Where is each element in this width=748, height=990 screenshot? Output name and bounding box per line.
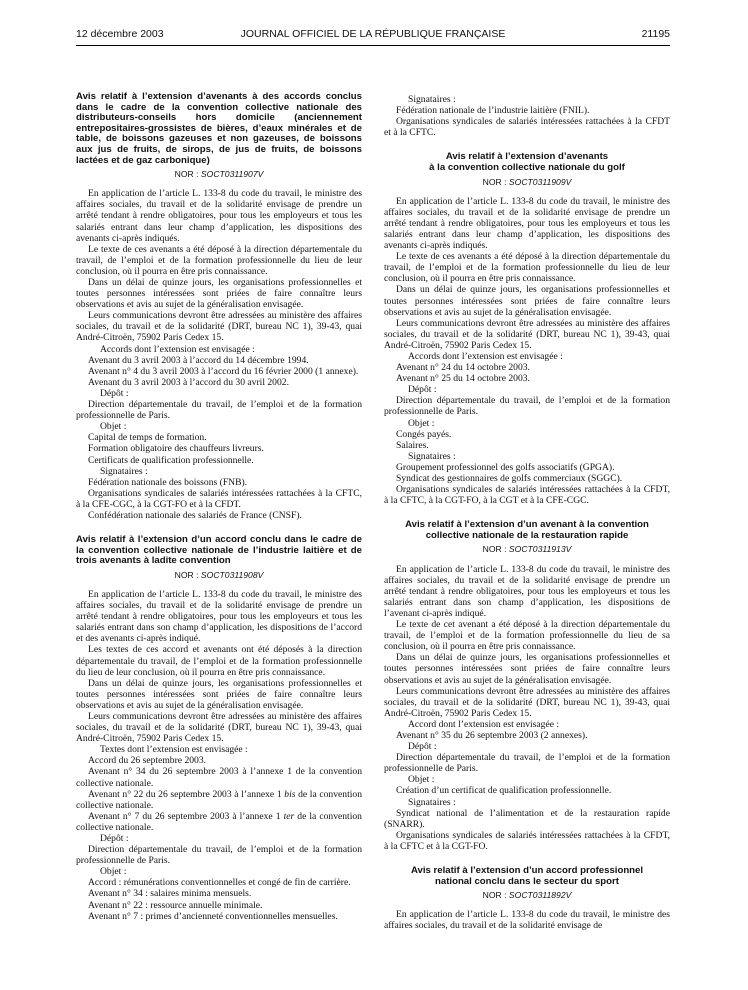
section-label: Signataires :: [408, 94, 456, 105]
section-label: Dépôt :: [408, 384, 437, 396]
list-item: Organisations syndicales de salariés intéressées rattachées à la CFDT et à la CFTC.: [384, 116, 670, 139]
list-item: Capital de temps de formation.: [88, 432, 207, 444]
paragraph: Le texte de cet avenant a été déposé à la direction départementale du travail, de l’emploi et de la formation professionnelle du lieu de sa conclusion, où il pourra en être pris connaissance.: [384, 619, 670, 653]
paragraph: Direction départementale du travail, de l’emploi et de la formation professionnelle de Paris.: [384, 395, 670, 418]
header-journal-title: JOURNAL OFFICIEL DE LA RÉPUBLIQUE FRANÇAISE: [240, 28, 506, 40]
paragraph: Le texte de ces avenants a été déposé à la direction départementale du travail, de l’emploi et de la formation professionnelle du lieu de leur conclusion, où il pourra en être pris connaissance.: [76, 243, 362, 277]
text-part: de la convention collective nationale.: [76, 788, 362, 811]
text-part: Avenant n° 22 du 26 septembre 2003 à l’annexe 1: [88, 788, 282, 800]
list-item: Avenant du 3 avril 2003 à l’accord du 30 avril 2002.: [88, 376, 289, 388]
paragraph: Leurs communications devront être adressées au ministère des affaires sociales, du travail et de la solidarité (DRT, bureau NC 1), 39-43, quai André-Citroën, 75902 Paris Cedex 15.: [76, 310, 362, 344]
list-item: [76, 789, 362, 811]
paragraph: Le texte de ces avenants a été déposé à la direction départementale du travail, de l’emploi et de la formation professionnelle du lieu de leur conclusion, où il pourra en être pris connaissance.: [384, 251, 670, 285]
section-label: Objet :: [100, 421, 127, 433]
list-item: Avenant n° 34 : salaires minima mensuels.: [88, 888, 252, 900]
text-part: de la convention collective nationale.: [76, 810, 362, 833]
nor-label: NOR :: [482, 544, 507, 555]
title-line: à la convention collective nationale du golf: [429, 161, 625, 173]
list-item: Création d’un certificat de qualification professionnelle.: [396, 785, 612, 797]
list-item: Confédération nationale des salariés de France (CNSF).: [88, 509, 302, 521]
nor-label: NOR :: [174, 569, 199, 580]
nor-reference: [384, 544, 670, 555]
left-column: [76, 92, 362, 922]
nor-label: NOR :: [482, 890, 507, 901]
nor-code: SOCT0311913V: [508, 544, 572, 555]
text-italic: ter: [283, 810, 295, 822]
list-item: Avenant n° 35 du 26 septembre 2003 (2 annexes).: [396, 729, 588, 741]
section-label: Dépôt :: [100, 833, 129, 844]
paragraph: En application de l’article L. 133-8 du code du travail, le ministre des affaires sociales, du travail et de la solidarité envisage de prendre un arrêté tendant à rendre obligatoires, pour tous les employeurs et tous les salariés entrant dans son champ d’application, les dispositions de l’avenant ci-après indiqué.: [384, 563, 670, 619]
list-item: Accord : rémunérations conventionnelles et congé de fin de carrière.: [88, 877, 351, 889]
nor-reference: [76, 570, 362, 581]
nor-reference: [384, 890, 670, 901]
section-label: Signataires :: [408, 796, 456, 808]
list-item: Salaires.: [396, 439, 429, 451]
list-item: Avenant du 3 avril 2003 à l’accord du 14 décembre 1994.: [88, 354, 309, 366]
section-label: Accords dont l’extension est envisagée :: [408, 350, 563, 362]
header-rule: [76, 45, 670, 46]
paragraph: Leurs communications devront être adressées au ministère des affaires sociales, du travail et de la solidarité (DRT, bureau NC 1), 39-43, quai André-Citroën, 75902 Paris Cedex 15.: [76, 710, 362, 745]
title-line: Avis relatif à l’extension d’un accord professionnel: [410, 865, 644, 876]
paragraph: Dans un délai de quinze jours, les organisations professionnelles et toutes personnes intéressées sont priées de faire connaître leurs observations et avis au sujet de la généralisation envisagée.: [384, 284, 670, 318]
list-item: Groupement professionnel des golfs associatifs (GPGA).: [396, 461, 615, 473]
section-label: Signataires :: [100, 465, 148, 477]
section-label: Objet :: [408, 774, 435, 786]
header-date: 12 décembre 2003: [76, 28, 164, 40]
title-line: Avis relatif à l’extension d’avenants: [445, 151, 609, 163]
list-item: Certificats de qualification professionnelle.: [88, 454, 254, 466]
list-item: Avenant n° 24 du 14 octobre 2003.: [396, 362, 530, 374]
nor-label: NOR :: [174, 169, 199, 180]
section-gap: [384, 852, 670, 866]
paragraph: Leurs communications devront être adressées au ministère des affaires sociales, du travail et de la solidarité (DRT, bureau NC 1), 39-43, quai André-Citroën, 75902 Paris Cedex 15.: [384, 317, 670, 351]
nor-code: SOCT0311892V: [508, 890, 572, 901]
section-label: Dépôt :: [408, 741, 437, 753]
section-label: Textes dont l’extension est envisagée :: [100, 744, 248, 756]
paragraph: Direction départementale du travail, de l’emploi et de la formation professionnelle de Paris.: [76, 844, 362, 867]
list-item: Organisations syndicales de salariés intéressées rattachées à la CFDT, à la CFTC et à la CGT-FO.: [384, 829, 670, 852]
list-item: Organisations syndicales de salariés intéressées rattachées à la CFTC, à la CFE-CGC, à la CGT-FO et à la CFDT.: [76, 487, 362, 510]
paragraph: Dans un délai de quinze jours, les organisations professionnelles et toutes personnes intéressées sont priées de faire connaître leurs observations et avis au sujet de la généralisation envisagée.: [76, 277, 362, 311]
paragraph: Dans un délai de quinze jours, les organisations professionnelles et toutes personnes intéressées sont priées de faire connaître leurs observations et avis au sujet de la généralisation envisagée.: [76, 677, 362, 711]
list-item: Organisations syndicales de salariés intéressées rattachées à la CFDT, à la CFTC, à la CGT-FO, à la CGT et à la CFE-CGC.: [384, 484, 670, 507]
title-line: Avis relatif à l’extension d’un avenant à la convention: [405, 519, 649, 531]
paragraph: Direction départementale du travail, de l’emploi et de la formation professionnelle de Paris.: [384, 752, 670, 775]
section-label: Dépôt :: [100, 387, 129, 399]
section-gap: [384, 506, 670, 520]
notice-title: [384, 152, 670, 173]
list-item: Avenant n° 7 : primes d’ancienneté conventionnelles mensuelles.: [88, 910, 338, 922]
paragraph: Leurs communications devront être adressées au ministère des affaires sociales, du travail et de la solidarité (DRT, bureau NC 1), 39-43, quai André-Citroën, 75902 Paris Cedex 15.: [384, 685, 670, 719]
section-label: Signataires :: [408, 450, 456, 462]
notice-title: Avis relatif à l’extension d’avenants à des accords conclus dans le cadre de la convention collective nationale des distributeurs-conseils hors domicile (anciennement entrepositaires-grossistes de bières, d’eaux minérales et de table, de boissons gazeuses et non gazeuses, de boissons aux jus de fruits, de sirops, de jus de fruits, de boissons lactées et de gaz carbonique): [76, 91, 362, 166]
nor-label: NOR :: [482, 176, 507, 187]
page-header: [76, 28, 670, 44]
list-item: Avenant n° 25 du 14 octobre 2003.: [396, 373, 530, 385]
paragraph: En application de l’article L. 133-8 du code du travail, le ministre des affaires sociales, du travail et de la solidarité envisage de prendre un arrêté tendant à rendre obligatoires, pour tous les employeurs et tous les salariés entrant dans leur champ d’application, les dispositions des avenants ci-après indiqués.: [384, 195, 670, 252]
nor-reference: [384, 177, 670, 188]
text-part: Avenant n° 7 du 26 septembre 2003 à l’annexe 1: [88, 810, 281, 822]
header-page-number: 21195: [641, 28, 670, 40]
paragraph: En application de l’article L. 133-8 du code du travail, le ministre des affaires sociales, du travail et de la solidarité envisage de prendre un arrêté tendant à rendre obligatoires, pour tous les employeurs et tous les salariés entrant dans leur champ d’application, les dispositions des avenants ci-après indiqués.: [76, 188, 362, 244]
paragraph: Direction départementale du travail, de l’emploi et de la formation professionnelle de Paris.: [76, 399, 362, 422]
section-label: Objet :: [408, 417, 435, 429]
title-line: collective nationale de la restauration rapide: [425, 529, 629, 541]
list-item: Syndicat des gestionnaires de golfs commerciaux (SGGC).: [396, 473, 623, 484]
paragraph: En application de l’article L. 133-8 du code du travail, le ministre des affaires sociales, du travail et de la solidarité envisage de prendre un arrêté tendant à rendre obligatoires, pour tous les employeurs et tous les salariés entrant dans son champ d’application, les dispositions de l’accord et des avenants ci-après indiqué.: [76, 588, 362, 645]
list-item: Fédération nationale des boissons (FNB).: [88, 476, 248, 488]
paragraph: En application de l’article L. 133-8 du code du travail, le ministre des affaires sociales, du travail et de la solidarité envisage de: [384, 909, 670, 932]
nor-code: SOCT0311907V: [200, 169, 264, 180]
section-label: Objet :: [100, 866, 127, 878]
list-item: Avenant n° 22 : ressource annuelle minimale.: [88, 899, 263, 911]
list-item: Avenant n° 34 du 26 septembre 2003 à l’annexe 1 de la convention collective nationale.: [76, 766, 362, 789]
list-item: Avenant n° 4 du 3 avril 2003 à l’accord du 16 février 2000 (1 annexe).: [88, 365, 359, 377]
paragraph: Les textes de ces accord et avenants ont été déposés à la direction départementale du travail, de l’emploi et de la formation professionnelle du lieu de leur conclusion, où il pourra en être pris connaissance.: [76, 644, 362, 678]
section-label: Accord dont l’extension est envisagée :: [408, 718, 560, 730]
paragraph: Dans un délai de quinze jours, les organisations professionnelles et toutes personnes intéressées sont priées de faire connaître leurs observations et avis au sujet de la généralisation envisagée.: [384, 652, 670, 686]
list-item: Formation obligatoire des chauffeurs livreurs.: [88, 443, 264, 455]
title-line: national conclu dans le secteur du sport: [435, 875, 619, 887]
section-gap: [384, 138, 670, 152]
section-label: Accords dont l’extension est envisagée :: [100, 343, 255, 355]
nor-code: SOCT0311909V: [508, 176, 572, 187]
notice-title: [384, 866, 670, 887]
section-gap: [76, 521, 362, 535]
list-item: Congés payés.: [396, 428, 452, 440]
nor-code: SOCT0311908V: [200, 569, 264, 580]
nor-reference: [76, 169, 362, 180]
list-item: [76, 811, 362, 833]
right-column: [384, 94, 670, 931]
notice-title: [384, 520, 670, 541]
notice-title: Avis relatif à l’extension d’un accord conclu dans le cadre de la convention collective nationale de l’industrie laitière et de trois avenants à ladite convention: [76, 534, 362, 567]
list-item: Syndicat national de l’alimentation et de la restauration rapide (SNARR).: [384, 807, 670, 830]
text-italic: bis: [284, 788, 296, 800]
list-item: Accord du 26 septembre 2003.: [88, 755, 207, 767]
list-item: Fédération nationale de l’industrie laitière (FNIL).: [396, 105, 590, 117]
